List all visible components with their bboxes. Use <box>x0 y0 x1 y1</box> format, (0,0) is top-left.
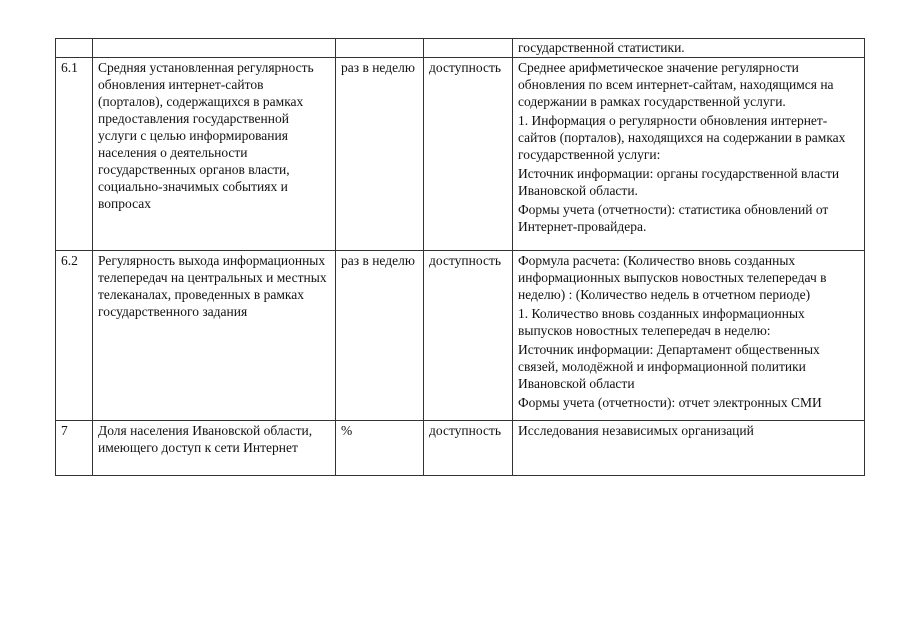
description-text: Источник информации: Департамент общественных связей, молодёжной и информационной политики Ивановской области <box>518 342 820 391</box>
description-text: 1. Информация о регулярности обновления интернет-сайтов (порталов), находящихся на содержании в рамках государственной услуги: <box>518 113 846 162</box>
table-row <box>56 251 865 421</box>
document-page <box>55 38 864 488</box>
description-text: Формула расчета: (Количество вновь созданных информационных выпусков новостных телепередач в неделю) : (Количество недель в отчетном периоде) <box>518 253 827 302</box>
table-row-continuation <box>56 39 865 58</box>
criterion-cell <box>424 39 513 58</box>
unit-cell: раз в неделю <box>336 251 424 421</box>
description-text: государственной статистики. <box>518 40 685 55</box>
number-cell: 6.1 <box>56 58 93 251</box>
description-text: Формы учета (отчетности): статистика обновлений от Интернет-провайдера. <box>518 202 829 234</box>
criterion-cell: доступность <box>424 58 513 251</box>
description-cell <box>513 421 865 476</box>
number-cell: 7 <box>56 421 93 476</box>
table-row <box>56 421 865 476</box>
table-row <box>56 58 865 251</box>
description-cell <box>513 39 865 58</box>
description-text: Источник информации: органы государственной власти Ивановской области. <box>518 166 840 198</box>
unit-cell <box>336 39 424 58</box>
name-cell <box>93 39 336 58</box>
criterion-cell: доступность <box>424 421 513 476</box>
description-text: Среднее арифметическое значение регулярности обновления по всем интернет-сайтам, находящимся на содержании в рамках государственной услуги. <box>518 60 834 109</box>
name-cell: Доля населения Ивановской области, имеющего доступ к сети Интернет <box>93 421 336 476</box>
name-cell: Средняя установленная регулярность обновления интернет-сайтов (порталов), содержащихся в рамках предоставления государственной услуги с целью информирования населения о деятельности государственных органов власти, социально-значимых событиях и вопросах <box>93 58 336 251</box>
number-cell <box>56 39 93 58</box>
indicators-table <box>55 38 865 476</box>
description-text: Формы учета (отчетности): отчет электронных СМИ <box>518 395 822 410</box>
description-cell <box>513 58 865 251</box>
criterion-cell: доступность <box>424 251 513 421</box>
unit-cell: раз в неделю <box>336 58 424 251</box>
description-text: 1. Количество вновь созданных информационных выпусков новостных телепередач в неделю: <box>518 306 805 338</box>
number-cell: 6.2 <box>56 251 93 421</box>
name-cell: Регулярность выхода информационных телепередач на центральных и местных телеканалах, проведенных в рамках государственного задания <box>93 251 336 421</box>
unit-cell: % <box>336 421 424 476</box>
description-cell <box>513 251 865 421</box>
description-text: Исследования независимых организаций <box>518 423 754 438</box>
